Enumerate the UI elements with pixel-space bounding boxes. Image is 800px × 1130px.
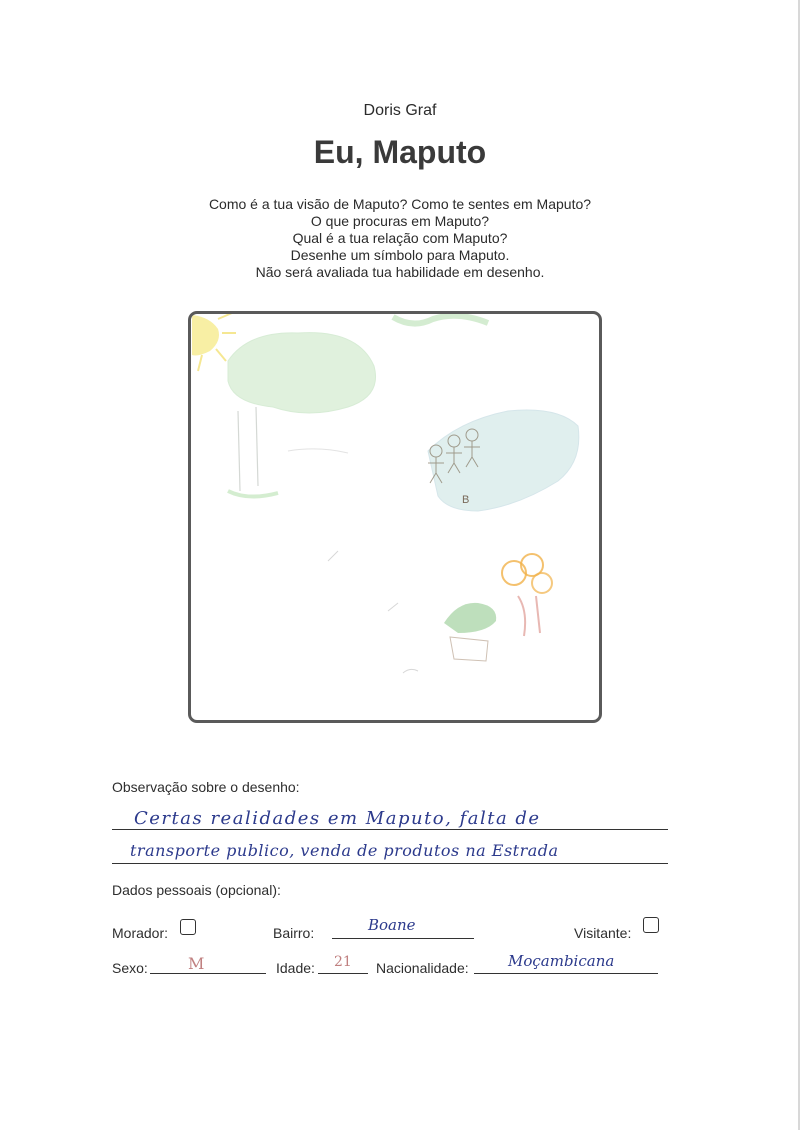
- sexo-line: [150, 973, 266, 974]
- question-line-4: Desenhe um símbolo para Maputo.: [290, 247, 510, 263]
- question-line-2: O que procuras em Maputo?: [310, 213, 490, 229]
- bairro-line: [332, 938, 474, 939]
- idade-line: [318, 973, 368, 974]
- observation-text-line-2: transporte publico, venda de produtos na Estrada: [130, 841, 559, 860]
- idade-value: 21: [334, 954, 352, 970]
- question-line-3: Qual é a tua relação com Maputo?: [292, 230, 508, 246]
- observation-label: Observação sobre o desenho:: [112, 779, 300, 795]
- observation-line-1: [112, 829, 668, 830]
- observation-text-line-1: Certas realidades em Maputo, falta de: [134, 808, 541, 829]
- morador-label: Morador:: [112, 925, 169, 941]
- morador-checkbox[interactable]: [180, 919, 196, 935]
- sexo-label: Sexo:: [112, 960, 148, 976]
- idade-label: Idade:: [276, 960, 315, 976]
- page-title: Eu, Maputo: [313, 134, 487, 170]
- bairro-label: Bairro:: [273, 925, 315, 941]
- visitante-label: Visitante:: [574, 925, 632, 941]
- drawing-frame: [188, 311, 602, 723]
- author-name: Doris Graf: [363, 102, 437, 119]
- bairro-value: Boane: [368, 916, 416, 934]
- personal-data-label: Dados pessoais (opcional):: [112, 882, 281, 898]
- observation-line-2: [112, 863, 668, 864]
- visitante-checkbox[interactable]: [643, 917, 659, 933]
- nacionalidade-value: Moçambicana: [508, 952, 615, 970]
- nacionalidade-line: [474, 973, 658, 974]
- question-line-1: Como é a tua visão de Maputo? Como te sentes em Maputo?: [208, 196, 592, 212]
- question-line-5: Não será avaliada tua habilidade em desenho.: [255, 264, 545, 280]
- sexo-value: M: [188, 954, 205, 973]
- drawing-letter: B: [462, 494, 470, 506]
- nacionalidade-label: Nacionalidade:: [376, 960, 469, 976]
